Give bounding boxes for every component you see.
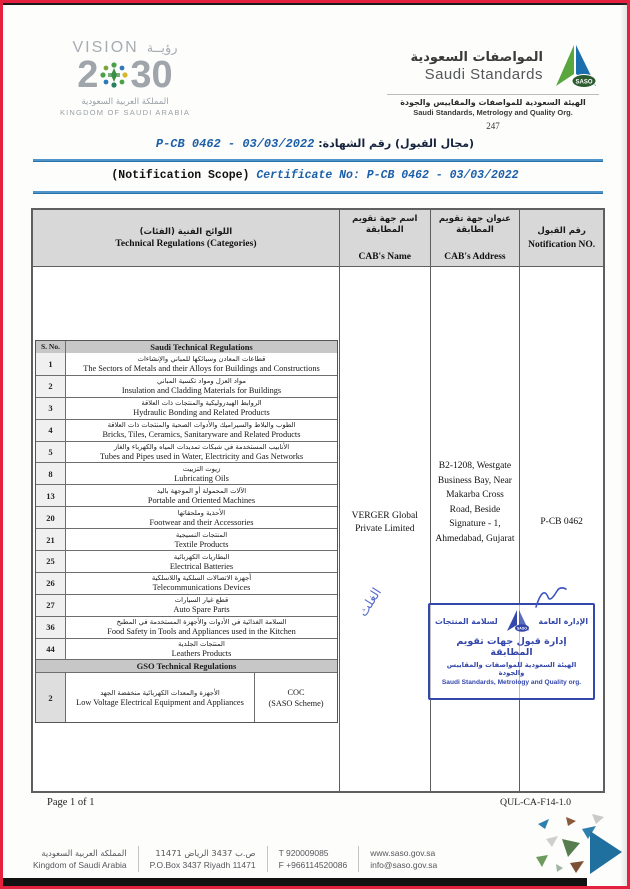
logo-divider	[387, 94, 599, 95]
regulation-text	[66, 420, 337, 442]
gso-header-row	[36, 659, 337, 672]
regulation-sno: 27	[36, 595, 66, 616]
regulation-en: Leathers Products	[171, 649, 232, 659]
regulation-row	[36, 353, 337, 375]
scheme-coc: COC	[287, 687, 305, 697]
regulation-en: Insulation and Cladding Materials for Buildings	[121, 386, 282, 396]
handwritten-signature	[533, 583, 569, 613]
notification-no-value: P-CB 0462	[540, 517, 583, 527]
saso-org-en: Saudi Standards, Metrology and Quality Org.	[413, 108, 573, 117]
gso-regulation-sno: 2	[36, 673, 66, 722]
regulation-sno: 21	[36, 529, 66, 550]
saudi-emblem-icon	[98, 59, 130, 91]
regulation-sno: 4	[36, 420, 66, 441]
regulation-row	[36, 397, 337, 419]
header-notification-no	[519, 210, 603, 266]
stamp-product-safety: لسلامة المنتجات	[435, 616, 498, 626]
header-cab-address	[430, 210, 520, 266]
regulation-ar: السلامة الغذائية في الأدوات والأجهزة المستخدمة في المطبخ	[116, 618, 287, 627]
regulation-sno: 44	[36, 639, 66, 660]
regulation-row	[36, 572, 337, 594]
regulation-en: Auto Spare Parts	[173, 605, 230, 615]
vision-wordmark-ar: رؤيــة	[146, 40, 178, 56]
regulation-text	[66, 529, 337, 551]
regulation-sno: 36	[36, 617, 66, 638]
regulation-en: Bricks, Tiles, Ceramics, Sanitaryware and Related Products	[102, 430, 301, 440]
regulation-sno: 13	[36, 485, 66, 506]
header-col3-ar: عنوان جهة تقويم المطابقة	[438, 214, 511, 235]
saso-title-en: Saudi Standards	[424, 65, 543, 83]
regulation-ar: المنتجات الجلدية	[178, 640, 225, 649]
vision-year-left: 2	[77, 54, 99, 96]
regulation-text	[66, 353, 337, 375]
saso-org-ar: الهيئة السعودية للمواصفات والمقاييس والجودة	[400, 98, 586, 107]
regulation-sno: 5	[36, 442, 66, 463]
scan-page-number: 247	[486, 121, 500, 131]
regulation-ar: قطاعات المعادن وسبائكها للمباني والإنشاءات	[137, 354, 266, 363]
regulation-text	[66, 617, 337, 639]
saso-logo-block	[387, 43, 599, 131]
document-code: QUL-CA-F14-1.0	[500, 797, 572, 808]
vision-country-ar: المملكة العربية السعودية	[81, 97, 169, 107]
header-col2-en: CAB's Name	[358, 252, 411, 262]
stamp-cab-acceptance: إدارة قبول جهات تقويم المطابقة	[456, 636, 567, 658]
regulation-row	[36, 441, 337, 463]
vision2030-logo	[39, 39, 211, 117]
regulation-row	[36, 375, 337, 397]
stamp-general-admin: الإدارة العامة	[538, 616, 588, 626]
contact-web	[370, 848, 437, 870]
regulation-ar: زيوت التزييت	[182, 464, 221, 473]
regulation-text	[66, 376, 337, 398]
regulation-text	[66, 463, 337, 485]
inner-table-header	[36, 341, 337, 353]
header-col1-ar: اللوائح الفنية (الفئات)	[139, 226, 233, 237]
regulation-ar: أجهزة الاتصالات السلكية واللاسلكية	[151, 574, 252, 583]
regulations-cell	[33, 267, 339, 791]
scan-bottom-edge	[3, 878, 587, 886]
header-col3-en: CAB's Address	[444, 252, 506, 262]
contact-tel: T 920009085	[278, 848, 329, 858]
header-col1-en: Technical Regulations (Categories)	[115, 239, 257, 250]
cab-address-cell	[430, 267, 520, 791]
regulation-en: Textile Products	[174, 539, 229, 549]
contact-country-en: Kingdom of Saudi Arabia	[33, 860, 127, 870]
header-cab-name	[339, 210, 430, 266]
regulation-row	[36, 506, 337, 528]
contact-divider	[358, 846, 359, 872]
regulation-en: Tubes and Pipes used in Water, Electricity and Gas Networks	[99, 452, 304, 462]
cab-address-value: B2-1208, Westgate Business Bay, Near Makarba Cross Road, Beside Signature - 1, Ahmedabad, Gujarat	[435, 461, 515, 544]
regulation-text	[66, 595, 337, 617]
scheme-saso: (SASO Scheme)	[268, 698, 324, 708]
regulation-sno: 26	[36, 573, 66, 594]
handwritten-note: الغلث	[355, 585, 386, 620]
header-technical-regulations	[33, 210, 339, 266]
stamp-saso-icon	[505, 609, 531, 633]
contact-website: www.saso.gov.sa	[370, 848, 436, 858]
regulation-text	[66, 639, 337, 661]
certificate-line-ar	[3, 137, 627, 151]
gso-regulation-text	[66, 673, 254, 722]
regulation-text	[66, 573, 337, 595]
sno-header: S. No.	[36, 341, 66, 353]
regulation-en: Telecommunications Devices	[152, 583, 251, 593]
regulation-ar: المنتجات النسيجية	[175, 530, 228, 539]
cab-name-cell	[339, 267, 430, 791]
regulation-sno: 25	[36, 551, 66, 572]
gso-regulations-header: GSO Technical Regulations	[36, 660, 337, 672]
regulation-en: The Sectors of Metals and their Alloys for Buildings and Constructions	[83, 363, 320, 373]
vision-country-en: KINGDOM OF SAUDI ARABIA	[59, 108, 191, 117]
contact-bar	[33, 846, 437, 872]
gso-regulation-en: Low Voltage Electrical Equipment and Appliances	[76, 697, 244, 707]
stamp-org-en: Saudi Standards, Metrology and Quality org.	[441, 679, 582, 686]
regulation-en: Lubricating Oils	[174, 473, 229, 483]
regulation-ar: الأنابيب المستخدمة في شبكات تمديدات المياه والكهرباء والغاز	[113, 443, 290, 452]
saudi-regulations-header: Saudi Technical Regulations	[150, 342, 253, 352]
stamp-org-ar: الهيئة السعودية للمواصفات والمقاييس والجودة	[446, 661, 577, 677]
regulation-ar: الطوب والبلاط والسيراميك والأدوات الصحية والمنتجات ذات العلاقة	[107, 421, 296, 430]
regulation-sno: 1	[36, 353, 66, 375]
regulation-sno: 3	[36, 398, 66, 419]
regulation-ar: مواد العزل ومواد تكسية المباني	[157, 377, 246, 386]
contact-pobox	[150, 848, 256, 870]
regulation-en: Hydraulic Bonding and Related Products	[133, 408, 270, 418]
page-number-note: Page 1 of 1	[47, 797, 95, 808]
header-col2-ar: اسم جهة تقويم المطابقة	[352, 214, 418, 235]
regulations-inner-table	[35, 340, 338, 723]
regulation-text	[66, 398, 337, 420]
contact-pobox-ar: ص.ب 3437 الرياض 11471	[155, 848, 256, 858]
regulation-sno: 8	[36, 463, 66, 484]
certificate-en-prefix: (Notification Scope)	[111, 169, 250, 182]
regulation-ar: البطاريات الكهربائية	[173, 552, 230, 561]
contact-pobox-en: P.O.Box 3437 Riyadh 11471	[149, 860, 256, 870]
regulation-row	[36, 638, 337, 660]
regulation-ar: الأحذية وملحقاتها	[177, 508, 226, 517]
header-col4-ar: رقم القبول	[537, 226, 586, 237]
gso-regulation-ar: الأجهزة والمعدات الكهربائية منخفضة الجهد	[100, 688, 220, 697]
saudi-regulations-body	[36, 353, 337, 659]
contact-divider	[138, 846, 139, 872]
header-col4-en: Notification NO.	[528, 239, 596, 250]
certificate-line-en	[3, 169, 627, 182]
regulation-ar: الآلات المحمولة أو الموجهة باليد	[156, 486, 247, 495]
table-body-row	[33, 267, 603, 791]
certificate-en-value: Certificate No: P-CB 0462 - 03/03/2022	[256, 169, 519, 182]
blue-rule-top	[33, 159, 603, 162]
svg-text:SASO: SASO	[575, 79, 593, 86]
certificate-ar-prefix: (مجال القبول) رقم الشهادة:	[318, 137, 475, 150]
contact-fax: F +966114520086	[278, 860, 348, 870]
regulation-text	[66, 485, 337, 507]
gso-scheme-cell	[254, 673, 337, 722]
regulation-row	[36, 528, 337, 550]
regulation-row	[36, 484, 337, 506]
regulation-sno: 2	[36, 376, 66, 397]
vision-year-right: 30	[130, 54, 173, 96]
svg-text:SASO: SASO	[517, 626, 528, 631]
regulation-row	[36, 616, 337, 638]
contact-email: info@saso.gov.sa	[370, 860, 438, 870]
blue-rule-bottom	[33, 191, 603, 194]
regulation-en: Footwear and their Accessories	[149, 517, 254, 527]
scan-right-shadow	[620, 3, 627, 886]
contact-country	[33, 848, 127, 870]
notification-no-cell	[519, 267, 603, 791]
regulation-sno: 20	[36, 507, 66, 528]
regulation-text	[66, 551, 337, 573]
regulation-row	[36, 594, 337, 616]
contact-country-ar: المملكة العربية السعودية	[41, 848, 127, 858]
table-header-row	[33, 210, 603, 267]
vision-wordmark: VISION	[72, 39, 139, 56]
regulation-row	[36, 419, 337, 441]
cab-name-value: VERGER Global Private Limited	[351, 511, 418, 534]
regulation-en: Electrical Batteries	[169, 561, 234, 571]
gso-regulation-row	[36, 672, 337, 722]
saso-triangle-icon	[551, 43, 599, 89]
regulation-en: Food Safety in Tools and Appliances used in the Kitchen	[107, 627, 296, 637]
contact-divider	[267, 846, 268, 872]
triangle-decoration	[532, 812, 624, 876]
regulation-text	[66, 442, 337, 464]
regulation-row	[36, 550, 337, 572]
regulation-row	[36, 462, 337, 484]
saso-title-ar: المواصفات السعودية	[410, 49, 543, 65]
approval-stamp	[428, 603, 595, 700]
certificate-ar-value: P-CB 0462 - 03/03/2022	[155, 137, 315, 151]
notification-table	[31, 208, 605, 793]
regulation-text	[66, 507, 337, 529]
contact-phone	[279, 848, 348, 870]
regulation-ar: قطع غيار السيارات	[174, 596, 229, 605]
regulation-ar: الروابط الهيدروليكية والمنتجات ذات العلاقة	[141, 399, 262, 408]
scan-top-edge	[3, 3, 627, 5]
regulation-en: Portable and Oriented Machines	[147, 495, 256, 505]
